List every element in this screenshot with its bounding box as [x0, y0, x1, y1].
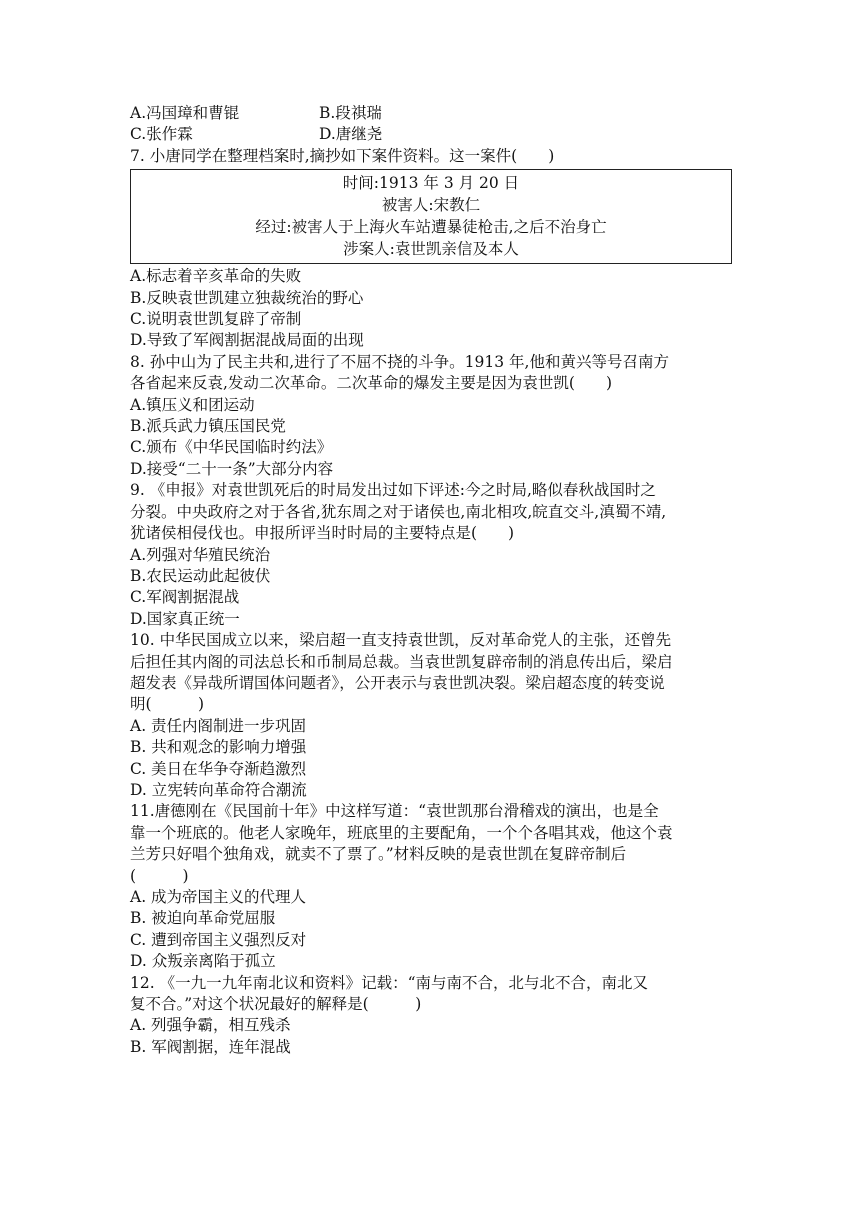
q9-stem-line-1: 9. 《申报》对袁世凯死后的时局发出过如下评述:今之时局,略似春秋战国时之 — [130, 481, 656, 500]
q9-option-c: C.军阀割据混战 — [130, 588, 240, 607]
q7-case-process: 经过:被害人于上海火车站遭暴徒枪击,之后不治身亡 — [255, 218, 607, 237]
q6-options-row-1 — [130, 103, 732, 124]
q6-option-c: C.张作霖 — [130, 125, 193, 144]
q8-option-a: A.镇压义和团运动 — [130, 395, 255, 414]
q9-stem-line-3: 犹诸侯相侵伐也。申报所评当时时局的主要特点是( ) — [130, 524, 515, 543]
q6-options-row-2 — [130, 124, 732, 145]
exam-page — [130, 103, 732, 1058]
q12-option-a: A. 列强争霸，相互残杀 — [130, 1016, 291, 1035]
q12-stem-line-1: 12. 《一九一九年南北议和资料》记载：“南与南不合，北与北不合，南北又 — [130, 973, 649, 992]
q7-case-time: 时间:1913 年 3 月 20 日 — [342, 174, 520, 193]
q10-stem-line-3: 超发表《异哉所谓国体问题者》，公开表示与袁世凯决裂。梁启超态度的转变说 — [130, 673, 665, 692]
q6-option-a: A.冯国璋和曹锟 — [130, 104, 240, 122]
q9-option-b: B.农民运动此起彼伏 — [130, 566, 271, 585]
q12-stem-line-2: 复不合。”对这个状况最好的解释是( ) — [130, 995, 422, 1014]
q10-stem-line-1: 10. 中华民国成立以来，梁启超一直支持袁世凯，反对革命党人的主张，还曾先 — [130, 631, 672, 650]
q10-stem-line-2: 后担任其内阁的司法总长和币制局总裁。当袁世凯复辟帝制的消息传出后，梁启 — [130, 652, 673, 671]
q11-option-d: D. 众叛亲离陷于孤立 — [130, 952, 276, 971]
q7-option-a: A.标志着辛亥革命的失败 — [130, 267, 302, 286]
q8-option-d: D.接受“二十一条”大部分内容 — [130, 459, 334, 478]
q11-stem-line-2: 靠一个班底的。他老人家晚年，班底里的主要配角，一个个各唱其戏，他这个袁 — [130, 823, 673, 842]
q10-option-c: C. 美日在华争夺渐趋激烈 — [130, 759, 307, 778]
q11-stem-line-1: 11.唐德刚在《民国前十年》中这样写道：“袁世凯那台滑稽戏的演出，也是全 — [130, 802, 659, 821]
q10-option-d: D. 立宪转向革命符合潮流 — [130, 780, 307, 799]
q6-option-b: B.段祺瑞 — [319, 104, 382, 122]
q11-option-a: A. 成为帝国主义的代理人 — [130, 888, 307, 906]
q12-option-b: B. 军阀割据，连年混战 — [130, 1037, 291, 1056]
q10-option-b: B. 共和观念的影响力增强 — [130, 738, 307, 757]
q6-option-d: D.唐继尧 — [319, 125, 383, 144]
q7-case-involved: 涉案人:袁世凯亲信及本人 — [343, 240, 519, 259]
q7-case-victim: 被害人:宋教仁 — [381, 196, 481, 215]
q7-option-b: B.反映袁世凯建立独裁统治的野心 — [130, 288, 364, 307]
q10-option-a: A. 责任内阁制进一步巩固 — [130, 716, 307, 735]
q11-option-b: B. 被迫向革命党屈服 — [130, 909, 276, 928]
q9-option-a: A.列强对华殖民统治 — [130, 545, 271, 564]
q7-option-c: C.说明袁世凯复辟了帝制 — [130, 310, 302, 329]
q9-option-d: D.国家真正统一 — [130, 609, 240, 628]
q9-stem-line-2: 分裂。中央政府之对于各省,犹东周之对于诸侯也,南北相攻,皖直交斗,滇蜀不靖, — [130, 502, 667, 521]
q8-stem-line-1: 8. 孙中山为了民主共和,进行了不屈不挠的斗争。1913 年,他和黄兴等号召南方 — [130, 352, 669, 371]
q10-stem-line-4: 明( ) — [130, 695, 205, 714]
q11-stem-line-4: ( ) — [130, 866, 189, 885]
q8-option-c: C.颁布《中华民国临时约法》 — [130, 438, 333, 457]
q8-option-b: B.派兵武力镇压国民党 — [130, 417, 286, 436]
q11-option-c: C. 遭到帝国主义强烈反对 — [130, 930, 307, 949]
q11-stem-line-3: 兰芳只好唱个独角戏，就卖不了票了。”材料反映的是袁世凯在复辟帝制后 — [130, 845, 627, 864]
q7-stem: 7. 小唐同学在整理档案时,摘抄如下案件资料。这一案件( ) — [130, 146, 555, 165]
q7-case-table — [130, 169, 732, 264]
q8-stem-line-2: 各省起来反袁,发动二次革命。二次革命的爆发主要是因为袁世凯( ) — [130, 374, 613, 393]
q7-option-d: D.导致了军阀割据混战局面的出现 — [130, 331, 364, 350]
